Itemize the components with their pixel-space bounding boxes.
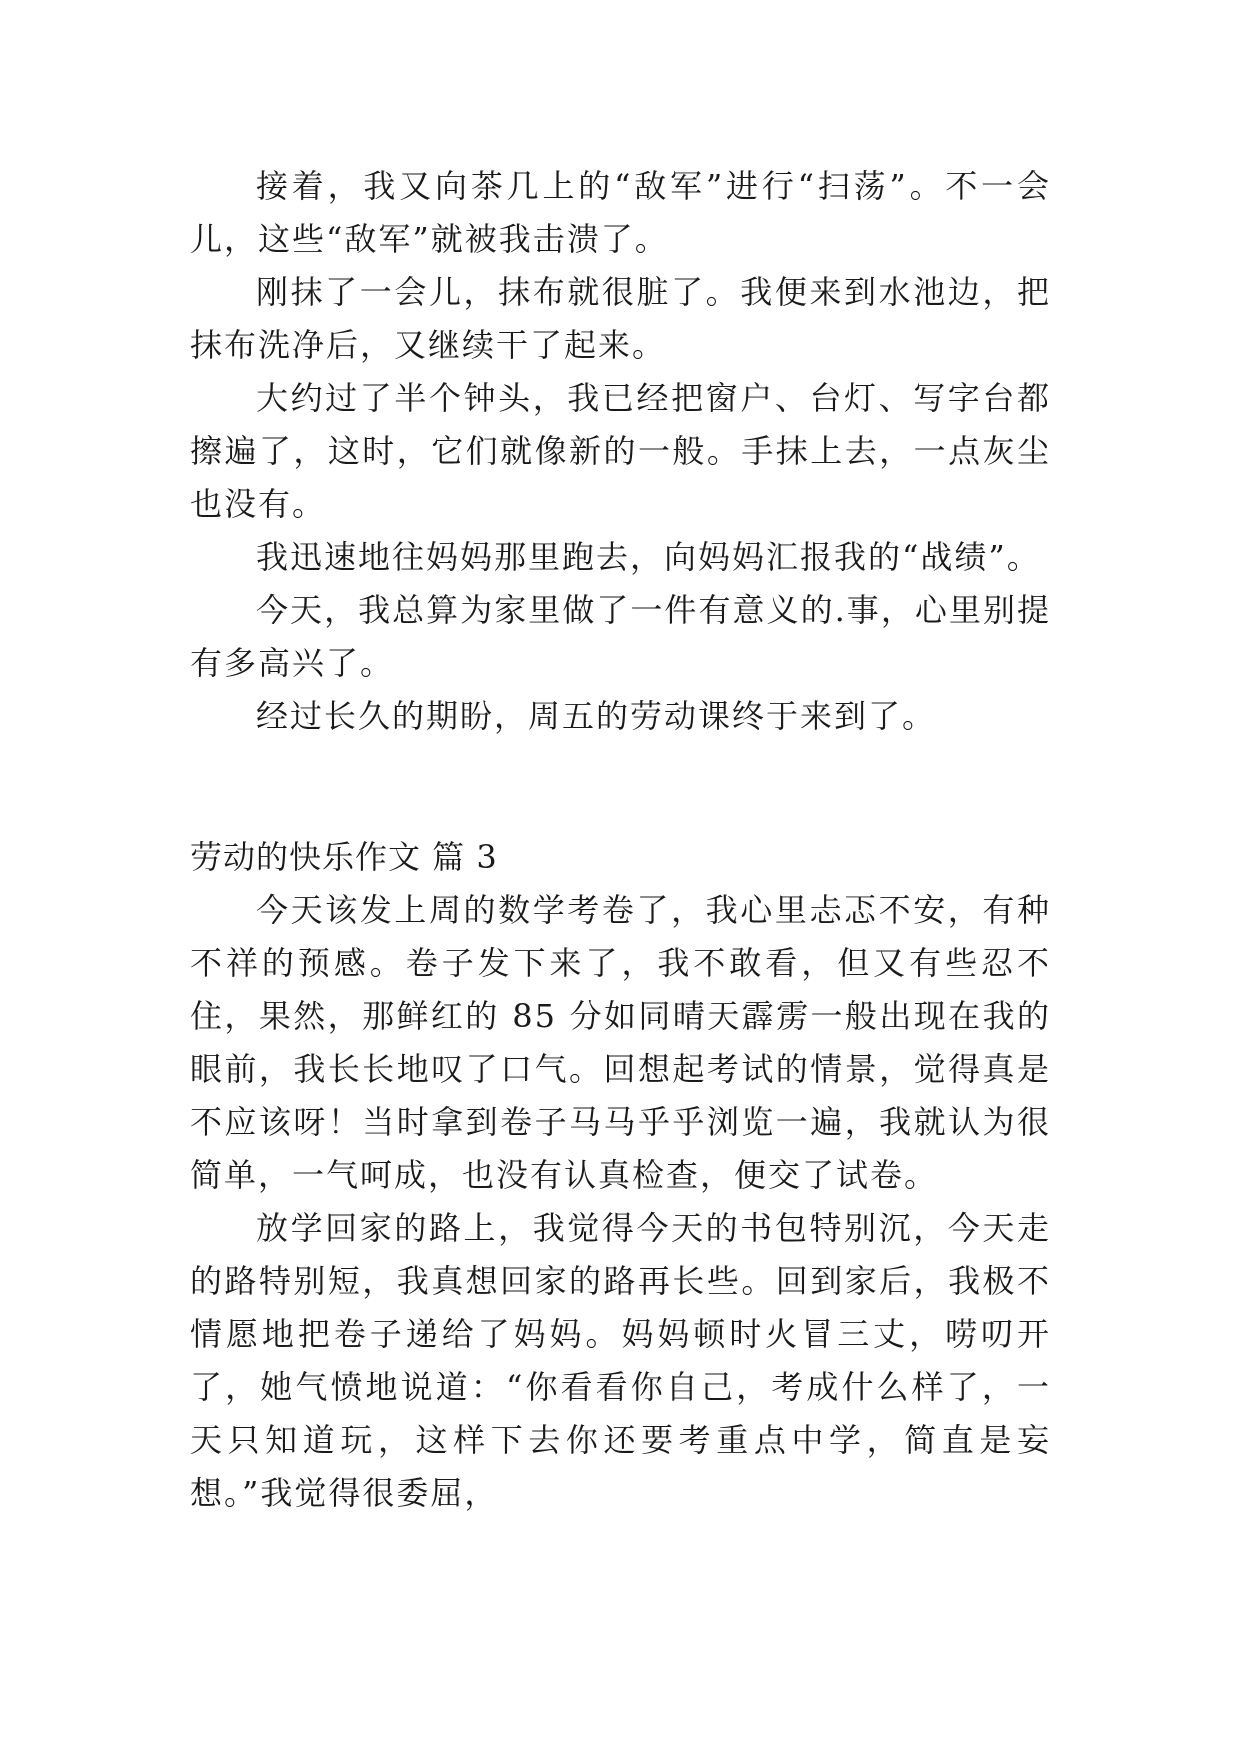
paragraph: 我迅速地往妈妈那里跑去，向妈妈汇报我的“战绩”。: [256, 538, 1041, 576]
paragraph: 今天，我总算为家里做了一件有意义的.事，心里别提有多高兴了。: [190, 591, 1051, 682]
paragraph: 刚抹了一会儿，抹布就很脏了。我便来到水池边，把抹布洗净后，又继续干了起来。: [190, 273, 1051, 364]
paragraph: 大约过了半个钟头，我已经把窗户、台灯、写字台都擦遍了，这时，它们就像新的一般。手抹上去，一点灰尘也没有。: [190, 379, 1051, 523]
paragraph: 接着，我又向茶几上的“敌军”进行“扫荡”。不一会儿，这些“敌军”就被我击溃了。: [190, 167, 1051, 258]
paragraph: 放学回家的路上，我觉得今天的书包特别沉，今天走的路特别短，我真想回家的路再长些。回到家后，我极不情愿地把卷子递给了妈妈。妈妈顿时火冒三丈，唠叨开了，她气愤地说道：“你看看你自己，考成什么样了，一天只知道玩，这样下去你还要考重点中学，简直是妄想。”我觉得很委屈，: [190, 1209, 1051, 1512]
paragraph: 经过长久的期盼，周五的劳动课终于来到了。: [256, 697, 937, 735]
section-heading: 劳动的快乐作文 篇 3: [190, 838, 498, 876]
paragraph: 今天该发上周的数学考卷了，我心里忐忑不安，有种不祥的预感。卷子发下来了，我不敢看，但又有些忍不住，果然，那鲜红的 85 分如同晴天霹雳一般出现在我的眼前，我长长地叹了口气。回想起考试的情景，觉得真是不应该呀！当时拿到卷子马马乎乎浏览一遍，我就认为很简单，一气呵成，也没有认真检查，便交了试卷。: [190, 891, 1051, 1194]
